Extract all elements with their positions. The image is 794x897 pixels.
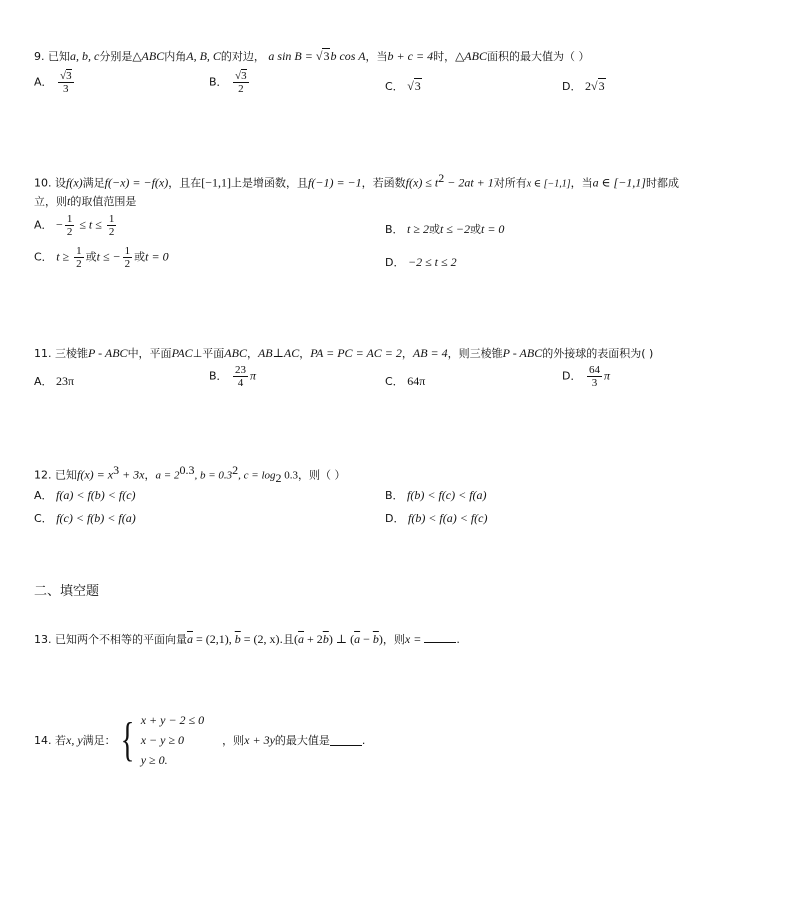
q10-part: f(−x) = −f(x) [104, 175, 169, 190]
expr: −2 ≤ t ≤ 2 [407, 255, 457, 269]
or-word: 或 [134, 250, 146, 264]
q13-part: x = [404, 632, 425, 646]
q12-part: + 3x [119, 467, 145, 482]
q12-part: 2 [275, 470, 282, 485]
q12-stem [34, 463, 346, 486]
option-label: B． [385, 489, 404, 502]
q14-expr: x + 3y [244, 732, 275, 747]
q10-part: ，且在 [168, 176, 202, 190]
q12-part: ，则（ ） [298, 468, 346, 482]
option-label: C． [385, 80, 404, 93]
q10-option-c[interactable] [34, 245, 169, 270]
q10-part: a ∈ [−1,1] [592, 175, 646, 190]
radicand: 3 [414, 79, 421, 93]
expr: t ≥ 2 [407, 222, 429, 236]
option-label: B． [385, 223, 404, 236]
q12-part: 2 [232, 463, 239, 477]
q11-part: AB = 4 [412, 346, 448, 360]
fraction: $\frac{√3}{3}$ [60, 70, 72, 95]
fraction [123, 245, 133, 270]
section-heading: 二、填空题 [34, 584, 100, 599]
vector-b: $\overline{b}$ [234, 632, 241, 646]
q13-part: . [456, 633, 460, 646]
or-word: 或 [85, 250, 97, 264]
q11-part: 的外接球的表面积为( ) [542, 347, 654, 360]
q10-option-d[interactable] [385, 254, 457, 270]
q10-part: 立，则 [34, 195, 67, 208]
expr: f(c) < f(b) < f(a) [56, 511, 136, 525]
q11-part: ，则三棱锥 [447, 347, 503, 360]
q9-part: 3 [323, 49, 330, 63]
q10-part: 满足 [82, 176, 105, 190]
answer-blank[interactable] [424, 632, 456, 643]
q12-part: ， [144, 468, 156, 482]
q11-part: ， [401, 347, 413, 360]
expr: t = 0 [145, 249, 169, 264]
q11-part: ⊥平面 [192, 347, 225, 360]
q10-part: ，当 [570, 176, 593, 190]
q9-sqrt: √3 [315, 49, 330, 63]
q10-part: ，若函数 [361, 176, 406, 190]
option-label: A． [34, 489, 53, 502]
q11-stem [34, 345, 653, 361]
q9-part: A, B, C [186, 49, 221, 63]
option-label: D． [385, 512, 405, 525]
q10-part: 2 [438, 171, 445, 185]
q9-part: 时， [433, 50, 456, 63]
q11-option-a[interactable] [34, 373, 74, 389]
q11-part: 11. 三棱锥 [34, 347, 88, 360]
fraction: $\frac{√3}{2}$ [235, 70, 247, 95]
q12-part: , c = log [238, 469, 276, 482]
q11-option-c[interactable] [385, 373, 425, 389]
q9-part: △ABC [455, 49, 487, 63]
q9-part: 分别是 [99, 50, 133, 63]
fraction [74, 245, 84, 270]
answer-blank[interactable] [330, 735, 362, 746]
q14-block [34, 710, 365, 770]
frac-num: 1 [66, 213, 73, 225]
q11-part: 中，平面 [127, 347, 172, 360]
q9-part: 内角 [164, 50, 187, 63]
option-label: A． [34, 218, 53, 232]
frac-den: 2 [66, 226, 73, 238]
q14-vars: x, y [66, 732, 83, 747]
q12-option-a[interactable] [34, 487, 136, 503]
pi: π [603, 368, 610, 383]
q9-part: 的对边， [220, 50, 265, 63]
coefficient: 2 [584, 79, 591, 93]
q10-part: 时都成 [645, 176, 679, 190]
or-word: 或 [470, 223, 481, 236]
frac-den: 2 [108, 226, 115, 238]
q9-option-a[interactable] [34, 70, 76, 95]
option-label: D． [385, 256, 405, 269]
fraction [587, 364, 602, 389]
q11-part: P - ABC [88, 346, 128, 360]
expr: 23π [56, 374, 75, 388]
frac-num: 1 [108, 213, 115, 225]
vector-b: $\overline{b}$ [372, 632, 379, 646]
q9-prefix: 9. 已知 [34, 50, 70, 63]
q11-part: PAC [171, 346, 193, 360]
q11-part: ， [299, 347, 311, 360]
q10-part: f(−1) = −1 [308, 175, 362, 190]
vector-a: $\overline{a}$ [187, 632, 193, 646]
constraint: x − y ≥ 0 [140, 733, 185, 747]
or-word: 或 [428, 223, 440, 236]
option-label: C． [34, 512, 53, 525]
option-label: A． [34, 75, 53, 89]
q13-part: 13. 已知两个不相等的平面向量 [34, 633, 187, 646]
frac-num: 1 [76, 245, 82, 257]
q13-part: ( [294, 632, 299, 646]
expr: f(b) < f(a) < f(c) [407, 511, 488, 525]
q10-option-b[interactable] [385, 221, 504, 237]
vector-a: $\overline{a}$ [354, 632, 361, 646]
constraint: x + y − 2 ≤ 0 [140, 713, 205, 727]
q10-part: 对所有 [493, 176, 527, 190]
q9-part: a sin B = [268, 49, 316, 63]
q9-part: b cos A [330, 49, 366, 63]
frac-num: 64 [588, 364, 600, 376]
pi: π [250, 368, 257, 383]
q9-part: ，当 [365, 50, 388, 63]
q12-part: 0.3 [281, 469, 299, 482]
q10-part: f(x) [66, 175, 83, 190]
inequality: ≤ t ≤ [76, 217, 105, 232]
q9-stem [34, 48, 589, 64]
option-label: C． [385, 375, 404, 388]
option-label: D． [562, 80, 582, 93]
q13-part: + 2 [304, 632, 323, 646]
q10-part: f(x) ≤ t [405, 175, 439, 190]
q9-part: a, b, c [70, 49, 100, 63]
frac-num: 23 [235, 364, 247, 376]
q10-part: x ∈ [−1,1] [526, 178, 571, 190]
constraint: y ≥ 0. [140, 753, 168, 767]
q12-part: 0.3 [179, 463, 195, 477]
q10-part: t [67, 194, 71, 208]
frac-den: 3 [63, 83, 69, 95]
q11-part: PA = PC = AC = 2 [310, 346, 402, 360]
q14-end: . [361, 733, 366, 747]
q13-part: ，则 [382, 633, 405, 646]
q11-option-b[interactable] [209, 364, 256, 389]
q10-part: 10. 设 [34, 176, 66, 190]
vector-b: $\overline{b}$ [322, 632, 329, 646]
q13-part: − [360, 632, 373, 646]
q10-part: [−1,1] [201, 175, 232, 190]
expr: 64π [407, 374, 426, 388]
q13-part: = (2, x) [240, 632, 280, 646]
q14-stem [34, 710, 365, 770]
left-brace: { [120, 713, 135, 766]
q12-part: 3 [113, 463, 120, 477]
q11-part: ， [246, 347, 258, 360]
option-label: C． [34, 250, 53, 264]
q11-part: AB⊥AC [257, 346, 300, 360]
q12-option-d[interactable] [385, 510, 487, 526]
q13-part: ) ⊥ ( [328, 632, 355, 646]
q12-part: , b = 0.3 [194, 469, 233, 482]
option-label: B． [209, 75, 228, 89]
frac-den: 2 [124, 258, 131, 270]
q14-tail: ，则 [222, 734, 245, 747]
vector-a: $\overline{a}$ [298, 632, 305, 646]
q10-part: 的取值范围是 [70, 195, 137, 208]
q9-part: 面积的最大值为（ ） [486, 50, 590, 63]
q12-option-b[interactable] [385, 487, 487, 503]
minus-sign: − [56, 217, 63, 232]
q13-part: ) [378, 632, 383, 646]
q13-part: .且 [279, 633, 295, 646]
frac-den: 4 [237, 377, 244, 389]
frac-den: 2 [238, 83, 244, 95]
fraction [107, 213, 117, 238]
q10-option-a[interactable] [34, 213, 118, 238]
q9-option-c[interactable] [385, 78, 422, 94]
expr: t ≤ − [96, 249, 121, 264]
expr: t ≤ −2 [439, 222, 470, 236]
q10-part: 上是增函数，且 [231, 176, 309, 190]
q12-part: 12. 已知 [34, 468, 77, 482]
option-label: B． [209, 369, 228, 383]
q13-stem [34, 631, 460, 647]
fraction [233, 364, 248, 389]
q11-option-d[interactable] [562, 364, 610, 389]
sqrt: √3 [407, 79, 421, 93]
q9-part: △ABC [132, 49, 165, 63]
q9-option-b[interactable] [209, 70, 251, 95]
sqrt: √3 [590, 79, 605, 93]
expr: f(b) < f(c) < f(a) [407, 488, 487, 502]
option-label: D． [562, 369, 582, 383]
expr: t = 0 [481, 222, 505, 236]
option-label: A． [34, 375, 53, 388]
fraction [65, 213, 75, 238]
expr: f(a) < f(b) < f(c) [56, 488, 136, 502]
q14-tail: 的最大值是 [274, 734, 330, 747]
q14-prefix: 14. 若 [34, 734, 66, 747]
frac-den: 2 [76, 258, 82, 270]
q12-option-c[interactable] [34, 510, 136, 526]
radicand: 3 [598, 79, 605, 93]
expr: t ≥ [56, 249, 73, 264]
q10-part: − 2at + 1 [444, 175, 494, 190]
q12-part: f(x) = x [77, 467, 114, 482]
q14-mid: 满足： [82, 734, 116, 747]
q10-stem-line2 [34, 193, 136, 209]
q11-part: ABC [224, 346, 247, 360]
q12-part: a = 2 [155, 469, 180, 482]
q9-option-d[interactable] [562, 78, 606, 94]
frac-num: 3 [241, 70, 247, 82]
constraint-system [141, 710, 204, 770]
q10-stem-line1 [34, 171, 679, 191]
q11-part: P - ABC [502, 346, 543, 360]
q9-part: b + c = 4 [387, 49, 434, 63]
q13-part: = (2,1), [193, 632, 235, 646]
frac-num: 3 [66, 70, 72, 82]
frac-num: 1 [124, 245, 131, 257]
frac-den: 3 [591, 377, 598, 389]
